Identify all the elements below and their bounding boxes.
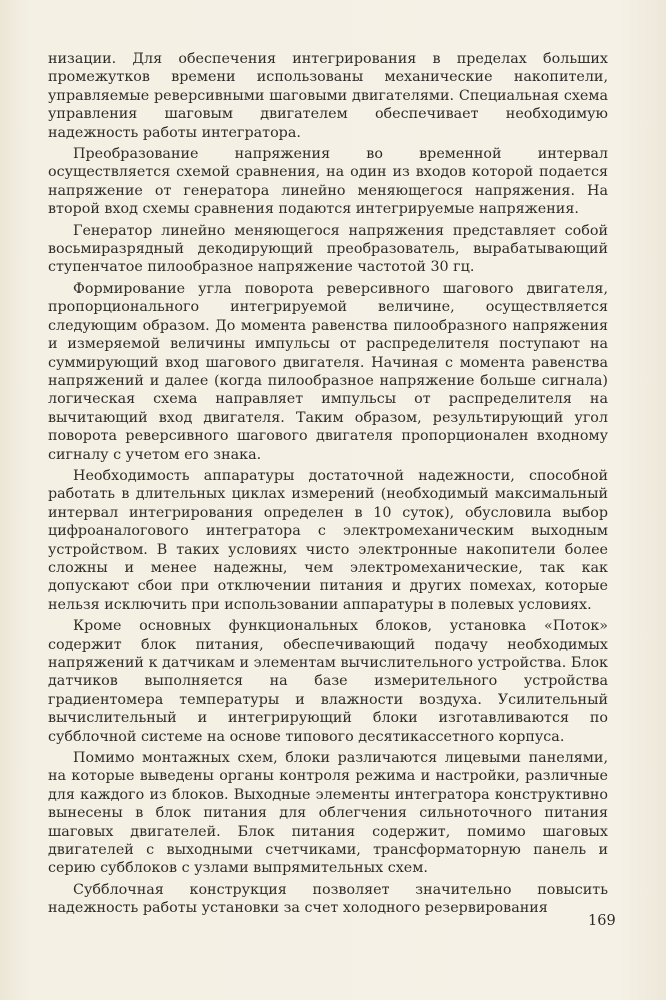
paragraph: Помимо монтажных схем, блоки различаются лицевыми панелями, на которые выведены органы контроля режима и настройки, различные для каждого из блоков. Выходные элементы интегратора конструктивно вынесены в блок питания для облегчения сильноточного питания шаговых двигателей. Блок питания содержит, помимо шаговых двигателей с выходными счетчиками, трансформаторную панель и серию субблоков с узлами выпрямительных схем. (48, 750, 608, 877)
paragraph: Кроме основных функциональных блоков, установка «Поток» содержит блок питания, обеспечивающий подачу необходимых напряжений к датчикам и элементам вычислительного устройства. Блок датчиков выполняется на базе измерительного устройства градиентомера температуры и влажности воздуха. Усилительный вычислительный и интегрирующий блоки изготавливаются по субблочной системе на основе типового десятикассетного корпуса. (48, 618, 608, 745)
paragraph: Формирование угла поворота реверсивного шагового двигателя, пропорционального интегрируемой величине, осуществляется следующим образом. До момента равенства пилообразного напряжения и измеряемой величины импульсы от распределителя поступают на суммирующий вход шагового двигателя. Начиная с момента равенства напряжений и далее (когда пилообразное напряжение больше сигнала) логическая схема направляет импульсы от распределителя на вычитающий вход двигателя. Таким образом, результирующий угол поворота реверсивного шагового двигателя пропорционален входному сигналу с учетом его знака. (48, 280, 608, 463)
paragraph: Необходимость аппаратуры достаточной надежности, способной работать в длительных циклах измерений (необходимый максимальный интервал интегрирования определен в 10 суток), обусловила выбор цифроаналогового интегратора с электромеханическим выходным устройством. В таких условиях чисто электронные накопители более сложны и менее надежны, чем электромеханические, так как допускают сбои при отключении питания и других помехах, которые нельзя исключить при использовании аппаратуры в полевых условиях. (48, 467, 608, 613)
paragraph: Субблочная конструкция позволяет значительно повысить надежность работы установки за счет холодного резервирования (48, 881, 608, 917)
paragraph-continued: низации. Для обеспечения интегрирования в пределах больших промежутков времени использованы механические накопители, управляемые реверсивными шаговыми двигателями. Специальная схема управления шаговым двигателем обеспечивает необходимую надежность работы интегратора. (48, 51, 608, 141)
body-text (48, 50, 608, 918)
paragraph: Генератор линейно меняющегося напряжения представляет собой восьмиразрядный декодирующий преобразователь, вырабатывающий ступенчатое пилообразное напряжение частотой 30 гц. (48, 222, 608, 276)
page-number: 169 (588, 913, 616, 929)
paragraph: Преобразование напряжения во временной интервал осуществляется схемой сравнения, на один из входов которой подается напряжение от генератора линейно меняющегося напряжения. На второй вход схемы сравнения подаются интегрируемые напряжения. (48, 146, 608, 218)
